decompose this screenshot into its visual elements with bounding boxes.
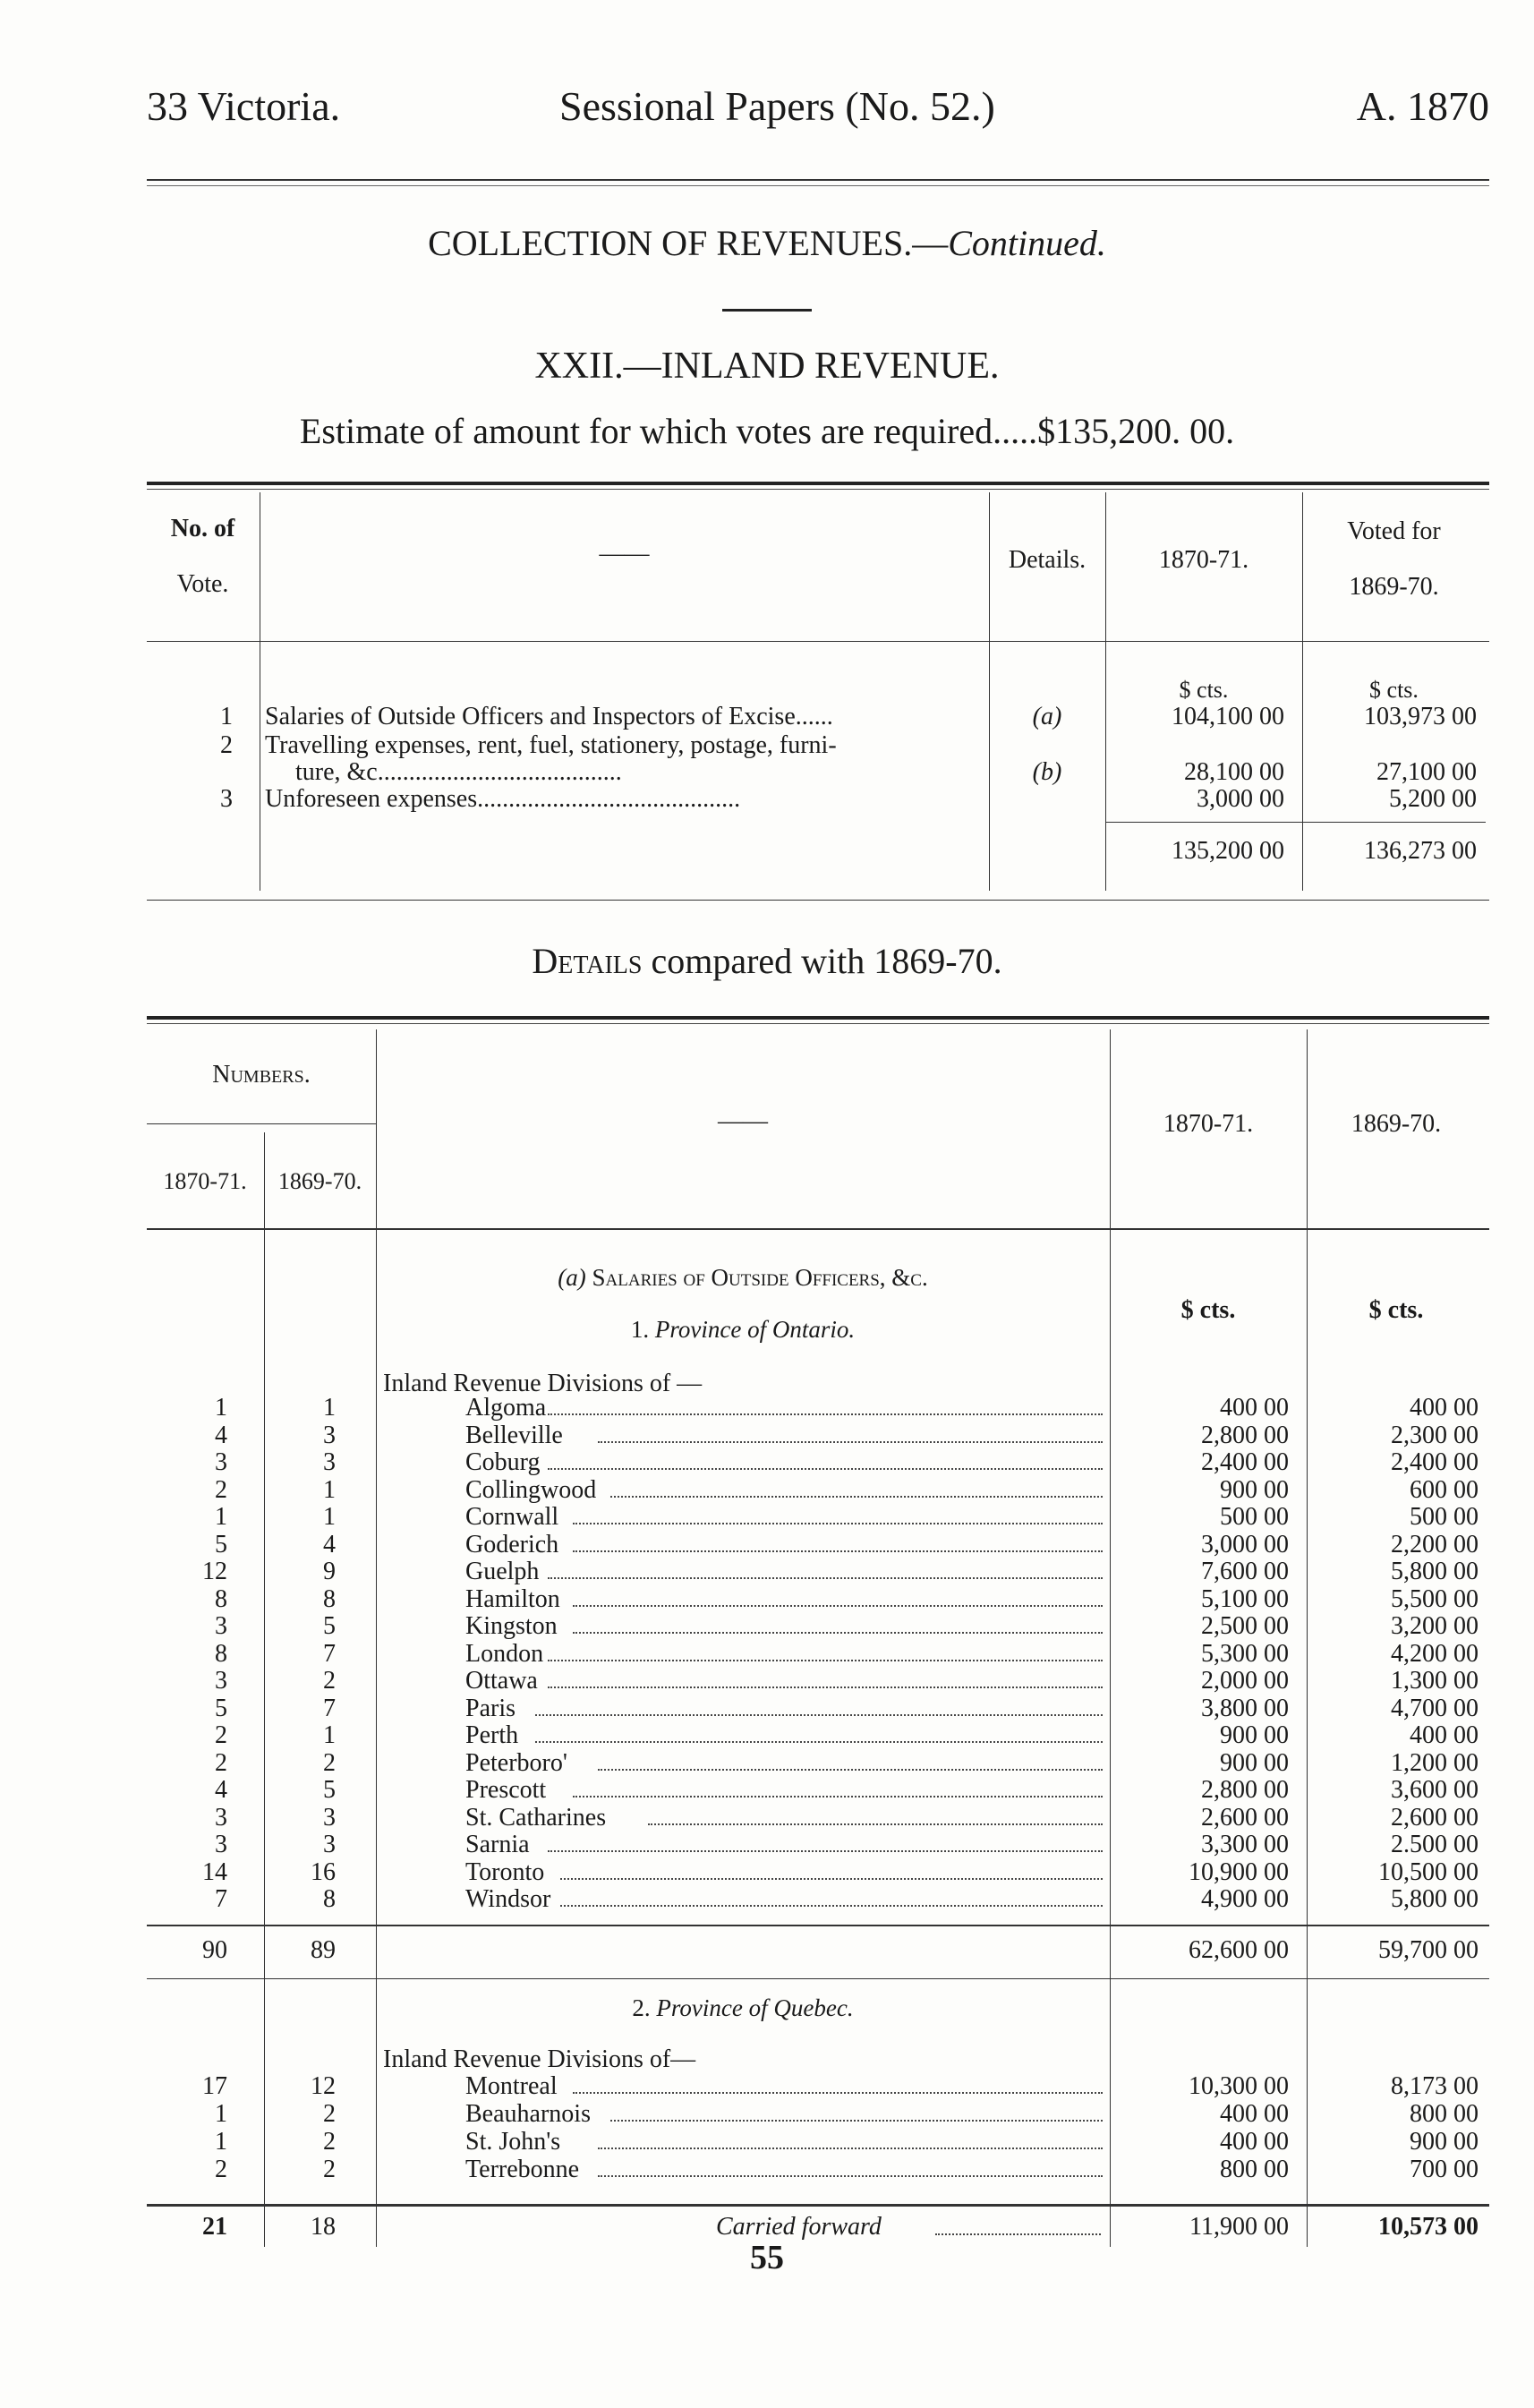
amount-1869: 400 00 (1410, 1721, 1479, 1749)
amount-1869: 5,800 00 (1391, 1558, 1479, 1585)
amount-1870: 3,800 00 (1201, 1694, 1289, 1722)
count-1869: 2 (323, 2100, 336, 2128)
amount-1869: 8,173 00 (1391, 2072, 1479, 2100)
count-1870: 8 (215, 1584, 227, 1613)
count-1869: 12 (311, 2072, 336, 2100)
amount-1870: 7,600 00 (1201, 1558, 1289, 1585)
count-1869: 4 (323, 1530, 336, 1558)
ontario-total-1869: 59,700 00 (1378, 1936, 1479, 1964)
page: 33 Victoria. Sessional Papers (No. 52.) A. 1870 COLLECTION OF REVENUES.—Continued. XXII.—INLAND REVENUE. Estimate of amount for which votes are required.....$135,200. 00. No. of Vote. —— Details. 1870-71. Voted for 1869-70. $ cts. $ cts. 1 Salaries of Outside Officers and Inspectors of Excise...... (a) 104,100 00 103,973 00 2 Travelling expenses, rent, fuel, stationery, postage, furni- ture, &c....................................... (b) 28,100 00 27,100 00 3 Unforeseen expenses.......................................... 3,000 00 5,200 00 135,200 00 136,273 00 Details compared with 1869-70. Numbers. 1870-71. 1869-70. —— 1870-71. 1869-70. (a) Salaries of Outside Officers, &c. $ cts. $ cts. 1. Province of Ontario. Inland Revenue Divisions of — 1 1 Algoma 400 00 400 00 4 3 Belleville 2,800 00 2,300 00 3 3 Coburg 2,400 00 2,400 00 2 1 Collingwood 900 00 600 00 1 1 Cornwall 500 00 500 00 5 4 Goderich 3,000 00 2,200 00 12 9 Guelph 7,600 00 5,800 00 8 8 Hamilton 5,100 00 5,500 00 3 5 Kingston 2,500 00 3,200 00 8 7 London 5,300 00 4,200 00 3 2 Ottawa 2,000 00 1,300 00 5 7 Paris 3,800 00 4,700 00 2 1 Perth 900 00 400 00 2 2 Peterboro' 900 00 1,200 00 4 5 Prescott 2,800 00 3,600 00 3 3 St. Catharines 2,600 00 2,600 00 3 3 Sarnia 3,300 00 2.500 00 14 16 Toronto 10,900 00 10,500 00 7 8 Windsor 4,900 00 5,800 00 90 89 62,600 00 59,700 00 2. Province of Quebec. Inland Revenue Divisions of— 17 12 Montreal 10,300 00 8,173 00 1 2 Beauharnois 400 00 800 00 1 2 St. John's 400 00 900 00 2 2 Terrebonne 800 00 700 00 21 18 Carried forward 11,900 00 10,573 00 55 (0, 0, 1534, 2408)
count-1870: 2 (215, 1721, 227, 1749)
count-1870: 3 (215, 1831, 227, 1858)
division-name: Windsor (465, 1885, 551, 1913)
province-ontario: 1. Province of Ontario. (630, 1316, 856, 1343)
count-1869: 16 (311, 1857, 336, 1886)
count-1870: 4 (215, 1421, 227, 1449)
division-name: Cornwall (465, 1503, 559, 1531)
amount-1870: 400 00 (1220, 2128, 1289, 2156)
amount-1870: 900 00 (1220, 1721, 1289, 1749)
carried-1870-num: 21 (202, 2213, 227, 2241)
count-1869: 1 (323, 1394, 336, 1422)
amount-1869: 800 00 (1410, 2100, 1479, 2128)
province-quebec: 2. Province of Quebec. (632, 1994, 854, 2021)
count-1869: 1 (323, 1503, 336, 1531)
ontario-total-1870: 62,600 00 (1189, 1936, 1289, 1964)
division-name: Goderich (465, 1530, 559, 1558)
table1-top-rule (147, 482, 1489, 485)
count-1870: 14 (202, 1857, 227, 1886)
count-1870: 2 (215, 1748, 227, 1777)
count-1869: 9 (323, 1558, 336, 1585)
count-1870: 2 (215, 2156, 227, 2183)
amount-1870: 10,900 00 (1189, 1857, 1289, 1886)
amount-1870: 2,400 00 (1201, 1448, 1289, 1476)
division-name: Peterboro' (465, 1748, 567, 1777)
subsection-title: XXII.—INLAND REVENUE. (534, 346, 1000, 387)
division-name: Guelph (465, 1558, 540, 1585)
amount-1870: 2,600 00 (1201, 1803, 1289, 1832)
units-1869: $ cts. (1369, 677, 1419, 703)
amount-1869: 5,500 00 (1391, 1584, 1479, 1613)
carried-1870: 11,900 00 (1189, 2213, 1289, 2241)
count-1870: 3 (215, 1448, 227, 1476)
count-1869: 1 (323, 1721, 336, 1749)
count-1869: 8 (323, 1885, 336, 1913)
count-1870: 4 (215, 1776, 227, 1804)
amount-1869: 400 00 (1410, 1394, 1479, 1422)
carried-1869: 10,573 00 (1378, 2213, 1479, 2241)
count-1870: 1 (215, 1394, 227, 1422)
division-name: Prescott (465, 1776, 547, 1804)
header-volume: 33 Victoria. (147, 83, 341, 129)
count-1869: 2 (323, 1667, 336, 1695)
divisions-label-quebec: Inland Revenue Divisions of— (383, 2045, 696, 2073)
section-a-title: (a) Salaries of Outside Officers, &c. (558, 1264, 928, 1291)
amount-1869: 10,500 00 (1378, 1857, 1479, 1886)
count-1869: 1 (323, 1475, 336, 1504)
division-name: St. John's (465, 2128, 561, 2156)
amount-1869: 600 00 (1410, 1475, 1479, 1504)
amount-1870: 10,300 00 (1189, 2072, 1289, 2100)
count-1870: 5 (215, 1530, 227, 1558)
col-description: —— (599, 540, 650, 568)
col-num-1869: 1869-70. (277, 1168, 362, 1194)
col-1869-70: 1869-70. (1349, 573, 1439, 601)
amount-1870: 2,000 00 (1201, 1667, 1289, 1695)
col-no-of: No. of (170, 515, 235, 542)
amount-1870: 4,900 00 (1201, 1885, 1289, 1913)
count-1869: 3 (323, 1421, 336, 1449)
count-1870: 1 (215, 1503, 227, 1531)
count-1869: 3 (323, 1448, 336, 1476)
amount-1869: 2,600 00 (1391, 1803, 1479, 1832)
count-1870: 3 (215, 1667, 227, 1695)
col-numbers: Numbers. (212, 1061, 311, 1089)
count-1870: 3 (215, 1612, 227, 1640)
ontario-total-1869-num: 89 (311, 1936, 336, 1964)
count-1869: 5 (323, 1612, 336, 1640)
count-1870: 17 (202, 2072, 227, 2100)
section-title: COLLECTION OF REVENUES.—Continued. (428, 223, 1106, 263)
amount-1869: 4,700 00 (1391, 1694, 1479, 1722)
division-name: Kingston (465, 1612, 558, 1640)
amount-1870: 5,100 00 (1201, 1584, 1289, 1613)
col-1870-71: 1870-71. (1158, 546, 1249, 574)
count-1870: 1 (215, 2100, 227, 2128)
col-details-desc: —— (718, 1107, 768, 1135)
units-1870: $ cts. (1179, 677, 1229, 703)
ontario-total-1870-num: 90 (202, 1936, 227, 1964)
amount-1870: 2,500 00 (1201, 1612, 1289, 1640)
count-1869: 3 (323, 1803, 336, 1832)
amount-1869: 2,200 00 (1391, 1530, 1479, 1558)
division-name: St. Catharines (465, 1803, 607, 1832)
header-rule (147, 179, 1489, 181)
amount-1869: 4,200 00 (1391, 1639, 1479, 1668)
amount-1869: 1,200 00 (1391, 1748, 1479, 1777)
table1-total-1869: 136,273 00 (1364, 837, 1477, 865)
division-name: Paris (465, 1694, 516, 1722)
count-1870: 8 (215, 1639, 227, 1668)
division-name: Ottawa (465, 1667, 538, 1695)
amount-1870: 2,800 00 (1201, 1421, 1289, 1449)
count-1869: 2 (323, 2128, 336, 2156)
col-amt-1869: 1869-70. (1351, 1110, 1442, 1138)
division-name: Terrebonne (465, 2156, 580, 2183)
amount-1870: 500 00 (1220, 1503, 1289, 1531)
amount-1870: 3,300 00 (1201, 1831, 1289, 1858)
table1-total-1870: 135,200 00 (1172, 837, 1284, 865)
amount-1869: 5,800 00 (1391, 1885, 1479, 1913)
count-1869: 2 (323, 1748, 336, 1777)
col-amt-1870: 1870-71. (1163, 1110, 1254, 1138)
col-vote: Vote. (176, 570, 229, 598)
amount-1870: 400 00 (1220, 2100, 1289, 2128)
details-title: Details compared with 1869-70. (532, 941, 1002, 981)
division-name: Hamilton (465, 1584, 560, 1613)
count-1870: 3 (215, 1803, 227, 1832)
col-num-1870: 1870-71. (163, 1168, 247, 1194)
amount-1870: 400 00 (1220, 1394, 1289, 1422)
amount-1869: 700 00 (1410, 2156, 1479, 2183)
amount-1869: 3,200 00 (1391, 1612, 1479, 1640)
amount-1869: 2,300 00 (1391, 1421, 1479, 1449)
division-name: Beauharnois (465, 2100, 591, 2128)
count-1870: 12 (202, 1558, 227, 1585)
count-1870: 1 (215, 2128, 227, 2156)
division-name: Toronto (465, 1857, 545, 1886)
header-year: A. 1870 (1356, 83, 1489, 129)
amount-1870: 900 00 (1220, 1748, 1289, 1777)
amount-1870: 5,300 00 (1201, 1639, 1289, 1668)
amount-1869: 2,400 00 (1391, 1448, 1479, 1476)
amount-1870: 2,800 00 (1201, 1776, 1289, 1804)
divisions-label: Inland Revenue Divisions of — (383, 1370, 703, 1397)
amount-1869: 500 00 (1410, 1503, 1479, 1531)
carried-forward-label: Carried forward (716, 2213, 882, 2241)
title-rule (722, 309, 812, 312)
header-title: Sessional Papers (No. 52.) (559, 83, 995, 129)
division-name: London (465, 1639, 544, 1668)
count-1870: 5 (215, 1694, 227, 1722)
estimate-line: Estimate of amount for which votes are required.....$135,200. 00. (299, 411, 1235, 451)
division-name: Perth (465, 1721, 519, 1749)
count-1869: 7 (323, 1639, 336, 1668)
amount-1870: 3,000 00 (1201, 1530, 1289, 1558)
col-details: Details. (1008, 546, 1087, 574)
amount-1870: 900 00 (1220, 1475, 1289, 1504)
amount-1869: 900 00 (1410, 2128, 1479, 2156)
count-1870: 7 (215, 1885, 227, 1913)
division-name: Montreal (465, 2072, 558, 2100)
count-1869: 8 (323, 1584, 336, 1613)
header-rule-thin (147, 185, 1489, 186)
carried-1869-num: 18 (311, 2213, 336, 2241)
count-1869: 7 (323, 1694, 336, 1722)
col-voted-for: Voted for (1347, 517, 1441, 545)
division-name: Algoma (465, 1394, 547, 1422)
amount-1869: 1,300 00 (1391, 1667, 1479, 1695)
division-name: Collingwood (465, 1475, 597, 1504)
count-1870: 2 (215, 1475, 227, 1504)
table2-top-rule (147, 1016, 1489, 1020)
division-name: Coburg (465, 1448, 541, 1476)
count-1869: 3 (323, 1831, 336, 1858)
count-1869: 5 (323, 1776, 336, 1804)
amount-1869: 3,600 00 (1391, 1776, 1479, 1804)
division-name: Belleville (465, 1421, 563, 1449)
count-1869: 2 (323, 2156, 336, 2183)
amount-1870: 800 00 (1220, 2156, 1289, 2183)
page-number: 55 (750, 2239, 784, 2276)
division-name: Sarnia (465, 1831, 530, 1858)
amount-1869: 2.500 00 (1391, 1831, 1479, 1858)
